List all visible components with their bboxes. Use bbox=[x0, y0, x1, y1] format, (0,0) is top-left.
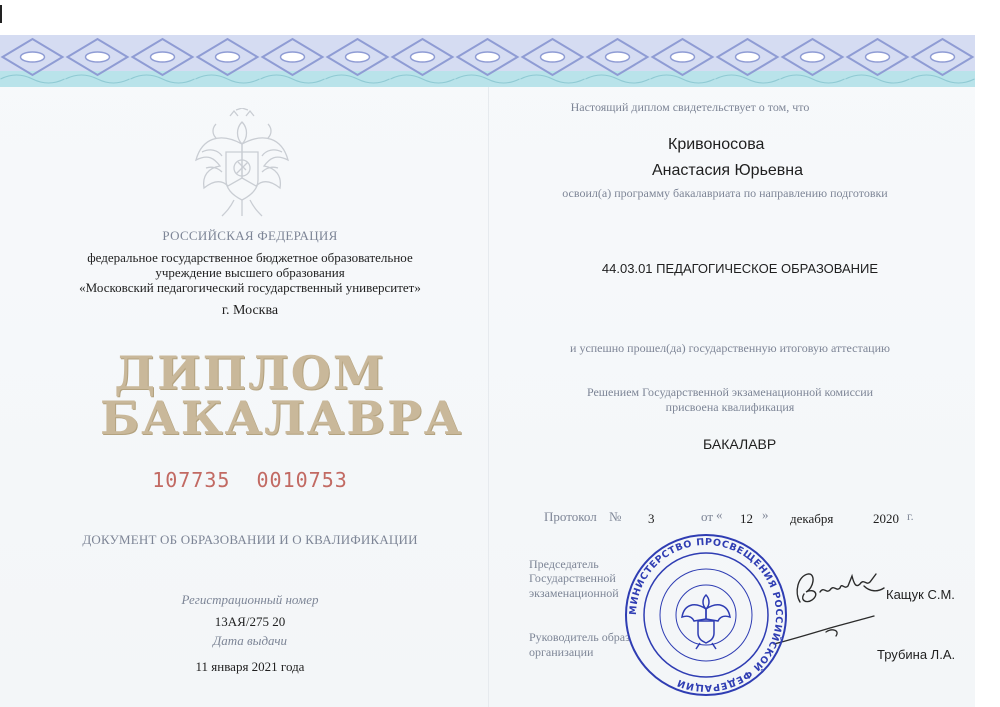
chairman-title-line-2: Государственной bbox=[529, 571, 616, 585]
protocol-number-sign: № bbox=[609, 509, 622, 524]
graduate-given-names: Анастасия Юрьевна bbox=[652, 162, 804, 179]
protocol-label: Протокол bbox=[544, 509, 597, 524]
official-stamp bbox=[624, 533, 788, 697]
protocol-year-suffix: г. bbox=[907, 509, 914, 523]
head-name: Трубина Л.А. bbox=[877, 647, 956, 662]
chairman-title-line-1: Председатель bbox=[529, 557, 599, 571]
registration-number: 13АЯ/275 20 bbox=[214, 614, 286, 629]
band-eye bbox=[151, 52, 175, 62]
band-eye bbox=[931, 52, 955, 62]
decision-line-1: Решением Государственной экзаменационной комиссии bbox=[586, 385, 874, 399]
institution-line-3: «Московский педагогический государственный университет» bbox=[79, 280, 421, 295]
chairman-name: Кащук С.М. bbox=[886, 587, 955, 602]
band-eye bbox=[216, 52, 240, 62]
decision-line-2: присвоена квалификация bbox=[665, 400, 795, 414]
band-eye bbox=[86, 52, 110, 62]
center-fold bbox=[488, 35, 489, 707]
city: г. Москва bbox=[221, 303, 279, 318]
band-eye bbox=[541, 52, 565, 62]
head-title-line-2: организации bbox=[529, 645, 594, 659]
security-pattern bbox=[0, 35, 975, 87]
issue-date-label: Дата выдачи bbox=[212, 633, 288, 648]
band-eye bbox=[671, 52, 695, 62]
qualification: БАКАЛАВР bbox=[703, 436, 777, 452]
protocol-quote-close: » bbox=[762, 507, 769, 522]
band-eye bbox=[866, 52, 890, 62]
coat-of-arms-icon bbox=[190, 108, 294, 220]
protocol-number: 3 bbox=[648, 511, 655, 526]
registration-label: Регистрационный номер bbox=[181, 592, 319, 607]
band-eye bbox=[281, 52, 305, 62]
program-text: освоил(а) программу бакалавриата по направлению подготовки bbox=[562, 186, 888, 200]
band-eye bbox=[476, 52, 500, 62]
diploma-title-line-1: ДИПЛОМ bbox=[114, 346, 386, 400]
band-eye bbox=[606, 52, 630, 62]
scan-edge-mark bbox=[0, 5, 2, 23]
institution-line-1: федеральное государственное бюджетное образовательное bbox=[87, 250, 413, 265]
band-eye bbox=[801, 52, 825, 62]
protocol-quote-open: « bbox=[716, 507, 723, 522]
band-eye bbox=[21, 52, 45, 62]
issue-date: 11 января 2021 года bbox=[195, 659, 305, 674]
security-pattern-band bbox=[0, 35, 975, 87]
country-name: РОССИЙСКАЯ ФЕДЕРАЦИЯ bbox=[162, 228, 338, 243]
program-name: 44.03.01 ПЕДАГОГИЧЕСКОЕ ОБРАЗОВАНИЕ bbox=[601, 261, 879, 276]
band-eye bbox=[736, 52, 760, 62]
document-type: ДОКУМЕНТ ОБ ОБРАЗОВАНИИ И О КВАЛИФИКАЦИИ bbox=[82, 532, 418, 547]
serial-number: 107735 0010753 bbox=[152, 468, 348, 492]
diploma-title-line-2: БАКАЛАВРА bbox=[100, 391, 464, 445]
protocol-from-label: от bbox=[701, 509, 714, 524]
chairman-title-line-3: экзаменационной bbox=[529, 586, 619, 600]
protocol-day: 12 bbox=[740, 511, 753, 526]
protocol-year: 2020 bbox=[873, 511, 899, 526]
institution-line-2: учреждение высшего образования bbox=[155, 265, 345, 280]
intro-text: Настоящий диплом свидетельствует о том, что bbox=[570, 100, 810, 114]
attestation-text: и успешно прошел(да) государственную итоговую аттестацию bbox=[570, 341, 890, 355]
protocol-month: декабря bbox=[790, 511, 834, 526]
head-title-line-1: Руководитель образ bbox=[529, 630, 630, 644]
graduate-surname: Кривоносова bbox=[668, 136, 765, 153]
chairman-signature bbox=[790, 562, 890, 610]
band-eye bbox=[411, 52, 435, 62]
band-eye bbox=[346, 52, 370, 62]
stamp-text: МИНИСТЕРСТВО ПРОСВЕЩЕНИЯ РОССИЙСКОЙ ФЕДЕРАЦИИ bbox=[627, 536, 785, 694]
